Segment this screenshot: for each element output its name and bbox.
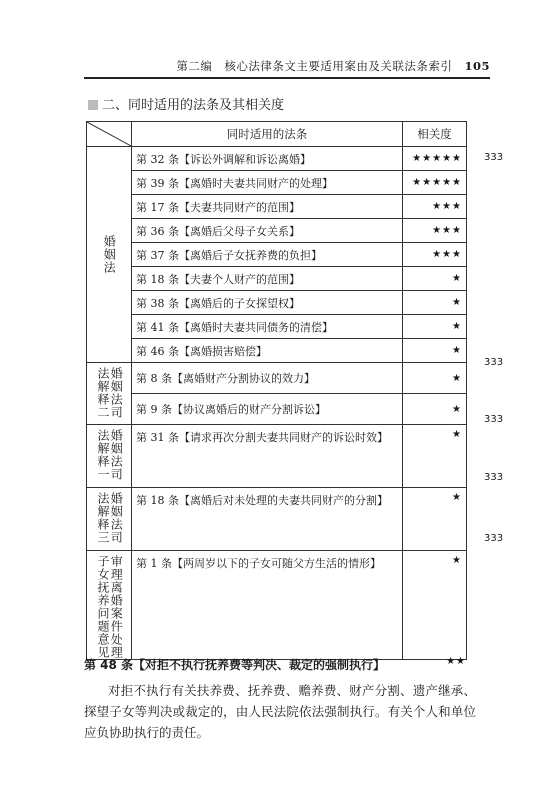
law-article: 第 36 条【离婚后父母子女关系】 bbox=[132, 219, 403, 243]
table-row bbox=[87, 339, 467, 363]
relevance-stars: ★ bbox=[403, 267, 467, 291]
table-row bbox=[87, 488, 467, 551]
table-row bbox=[87, 243, 467, 267]
relevance-stars: ★ bbox=[403, 363, 467, 394]
relevance-stars: ★★★ bbox=[403, 195, 467, 219]
law-article: 第 38 条【离婚后的子女探望权】 bbox=[132, 291, 403, 315]
relevance-stars: ★ bbox=[403, 488, 467, 551]
page-reference: 333 bbox=[484, 414, 504, 425]
table-row bbox=[87, 315, 467, 339]
category-interpretation-3: 婚姻法司 法解释三 bbox=[87, 488, 132, 551]
law-article: 第 41 条【离婚时夫妻共同债务的清偿】 bbox=[132, 315, 403, 339]
square-bullet-icon bbox=[88, 100, 98, 110]
table-row bbox=[87, 147, 467, 171]
col-header-relevance: 相关度 bbox=[403, 122, 467, 147]
section-title: 二、同时适用的法条及其相关度 bbox=[88, 94, 284, 113]
table-row bbox=[87, 363, 467, 394]
related-laws-table bbox=[86, 121, 467, 660]
header-rule bbox=[84, 77, 490, 79]
law-article: 第 39 条【离婚时夫妻共同财产的处理】 bbox=[132, 171, 403, 195]
law-article: 第 31 条【请求再次分割夫妻共同财产的诉讼时效】 bbox=[132, 425, 403, 488]
relevance-stars: ★ bbox=[403, 425, 467, 488]
page-reference: 333 bbox=[484, 152, 504, 163]
page-reference: 333 bbox=[484, 472, 504, 483]
table-row bbox=[87, 171, 467, 195]
relevance-stars: ★ bbox=[403, 315, 467, 339]
law-article: 第 46 条【离婚损害赔偿】 bbox=[132, 339, 403, 363]
law-article: 第 18 条【离婚后对未处理的夫妻共同财产的分割】 bbox=[132, 488, 403, 551]
category-marriage-law: 婚姻法 bbox=[87, 147, 132, 363]
diagonal-corner-cell bbox=[87, 122, 132, 147]
relevance-stars: ★★★ bbox=[403, 243, 467, 267]
page-reference: 333 bbox=[484, 357, 504, 368]
header-title: 第二编 核心法律条文主要适用案由及关联法条索引 bbox=[176, 59, 453, 73]
law-article: 第 8 条【离婚财产分割协议的效力】 bbox=[132, 363, 403, 394]
law-article: 第 18 条【夫妻个人财产的范围】 bbox=[132, 267, 403, 291]
law-article: 第 1 条【两周岁以下的子女可随父方生活的情形】 bbox=[132, 551, 403, 660]
table-header-row bbox=[87, 122, 467, 147]
relevance-stars: ★★★★★ bbox=[403, 147, 467, 171]
law-article: 第 17 条【夫妻共同财产的范围】 bbox=[132, 195, 403, 219]
category-interpretation-1: 婚姻法司 法解释一 bbox=[87, 425, 132, 488]
col-header-law: 同时适用的法条 bbox=[132, 122, 403, 147]
running-header bbox=[150, 58, 490, 74]
article-heading: 第 48 条【对拒不执行抚养费等判决、裁定的强制执行】 ★★ bbox=[84, 656, 466, 672]
page-reference: 333 bbox=[484, 533, 504, 544]
table-row bbox=[87, 551, 467, 660]
table-row bbox=[87, 425, 467, 488]
law-article: 第 32 条【诉讼外调解和诉讼离婚】 bbox=[132, 147, 403, 171]
relevance-stars: ★ bbox=[403, 291, 467, 315]
article-stars: ★★ bbox=[446, 656, 466, 667]
relevance-stars: ★ bbox=[403, 394, 467, 425]
table-row bbox=[87, 195, 467, 219]
relevance-stars: ★★★ bbox=[403, 219, 467, 243]
page-number: 105 bbox=[464, 59, 490, 73]
law-article: 第 9 条【协议离婚后的财产分割诉讼】 bbox=[132, 394, 403, 425]
table-row bbox=[87, 219, 467, 243]
relevance-stars: ★ bbox=[403, 551, 467, 660]
category-interpretation-2: 婚姻法司 法解释二 bbox=[87, 363, 132, 425]
article-body: 对拒不执行有关扶养费、抚养费、赡养费、财产分割、遗产继承、探望子女等判决或裁定的，由人民法院依法强制执行。有关个人和单位应负协助执行的责任。 bbox=[84, 683, 476, 740]
table-row bbox=[87, 267, 467, 291]
category-child-custody-opinion: 审理离婚案件处理 子女抚养问题意见 bbox=[87, 551, 132, 660]
law-article: 第 37 条【离婚后子女抚养费的负担】 bbox=[132, 243, 403, 267]
table-row bbox=[87, 394, 467, 425]
table-row bbox=[87, 291, 467, 315]
relevance-stars: ★★★★★ bbox=[403, 171, 467, 195]
relevance-stars: ★ bbox=[403, 339, 467, 363]
